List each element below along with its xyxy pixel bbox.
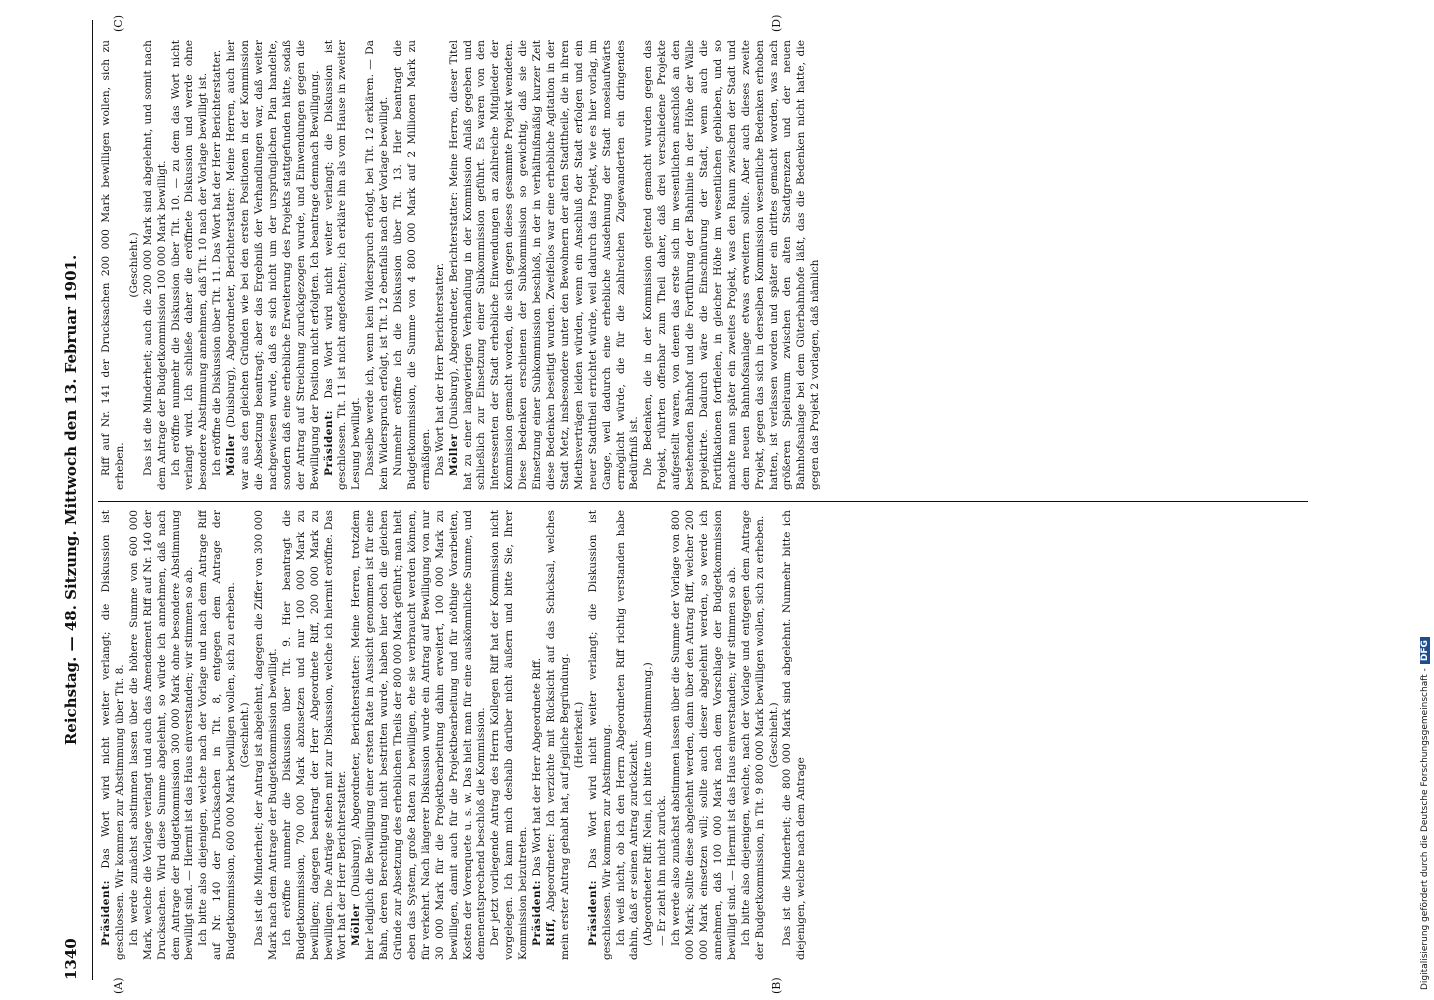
paragraph bbox=[573, 510, 587, 960]
paragraph-text: Das Wort wird nicht weiter verlangt; die Diskussion ist geschlossen. Wir kommen zur Abstimmung über Tit. 8. bbox=[100, 510, 126, 960]
right-column bbox=[100, 40, 1340, 490]
paragraph-text: Ich eröffne nunmehr die Diskussion über Tit. 9. Hier beantragt die Budgetkommission, 700 000 Mark abzusetzen und nur 100 000 Mark zu bewilligen; dagegen beantragt der Herr Abgeordnete Riff, 200 000 Mark zu bewilligen. Die Anträge stehen mit zur Diskussion, welche ich hiermit eröffne. Das Wort hat der Herr Berichterstatter. bbox=[280, 510, 349, 960]
paragraph-text: Abgeordneter: Ich verzichte mit Rücksicht auf das Schicksal, welches mein erster Antrag gehabt hat, auf jegliche Begründung. bbox=[545, 510, 571, 960]
paragraph-text: (Geschieht.) bbox=[127, 232, 140, 298]
paragraph-text: (Geschieht.) bbox=[239, 702, 252, 768]
paragraph-text: Das Wort wird nicht weiter verlangt; die Diskussion ist geschlossen. Wir kommen zur Abstimmung. bbox=[586, 510, 613, 960]
paragraph-text: Ich bitte also diejenigen, welche nach der Vorlage und nach dem Antrage Riff auf Nr. 140 der Drucksachen in Tit. 8, entgegen dem Antrage der Budgetkommission, 600 000 Mark bewilligen wollen, sich zu erheben. bbox=[197, 510, 238, 960]
paragraph-text: (Duisburg), Abgeordneter, Berichterstatter: Meine Herren, dieser Titel hat zu einer langwierigen Verhandlung in der Kommission Anlaß gegeben und schließlich zur Einsetzung einer Subkommission geführt. Es waren von den Interessenten der Stadt erhebliche Einwendungen an zahlreiche Mitglieder der Kommission gemacht worden, die sich gegen dieses gesammte Projekt wendeten. Diese Bedenken erschienen der Subkommission so gewichtig, daß sie die Einsetzung einer Subkommission beschloß, in der in verhältnißmäßig kurzer Zeit diese Bedenken beseitigt wurden. Zweifellos war eine erhebliche Agitation in der Stadt Metz, insbesondere unter den Bewohnern der alten Stadttheile, die in ihren Miethsverträgen leiden würden, wenn ein Anschluß der Stadt erfolgen und ein neuer Stadttheil errichtet würde, weil dadurch das Projekt, wie es hier vorlag, im Gange, weil dadurch eine erhebliche Ausdehnung der Stadt moselaufwärts ermöglicht würde, die für die zahlreichen Zugewanderten ein dringendes Bedürfniß ist. bbox=[447, 40, 641, 490]
paragraph bbox=[100, 40, 128, 490]
paragraph bbox=[587, 510, 615, 960]
margin-mark-a: (A) bbox=[112, 977, 125, 994]
paragraph bbox=[100, 510, 128, 960]
speaker-name: Präsident: bbox=[586, 879, 599, 946]
speaker-name: Präsident: bbox=[100, 879, 112, 946]
paragraph-text: Nunmehr eröffne ich die Diskussion über Tit. 13. Hier beantragt die Budgetkommission, die Summe von 4 800 000 Mark auf 2 Millionen Mark zu ermäßigen. bbox=[392, 40, 432, 490]
paragraph-text: (Abgeordneter Riff: Nein, ich bitte um Abstimmung.) bbox=[642, 662, 655, 946]
paragraph-text: Ich eröffne die Diskussion über Tit. 11. Das Wort hat der Herr Berichterstatter. bbox=[211, 49, 224, 476]
paragraph bbox=[545, 510, 573, 960]
column-divider bbox=[98, 501, 1308, 502]
paragraph-text: Das Wort hat der Herr Abgeordnete Riff. bbox=[531, 657, 544, 877]
paragraph bbox=[670, 510, 740, 960]
paragraph-text: Ich bitte also diejenigen, welche, nach der Vorlage und entgegen dem Antrage der Budgetkommission, in Tit. 9 800 000 Mark bewilligen wollen, sich zu erheben. bbox=[739, 510, 766, 960]
paragraph bbox=[531, 510, 545, 960]
paragraph bbox=[642, 510, 656, 960]
paragraph-text: Ich weiß nicht, ob ich den Herrn Abgeordneten Riff richtig verstanden habe dahin, daß er seinen Antrag zurückzieht. bbox=[614, 510, 641, 960]
credit-label: Digitalisierung gefördert durch die Deutsche Forschungsgemeinschaft - bbox=[1420, 668, 1430, 990]
paragraph bbox=[211, 40, 225, 490]
paragraph bbox=[197, 510, 239, 960]
header-rule bbox=[92, 20, 93, 980]
paragraph bbox=[740, 510, 768, 960]
speaker-name: Möller bbox=[225, 433, 238, 476]
paragraph bbox=[434, 40, 448, 490]
credit-text bbox=[1418, 0, 1432, 1000]
dfg-logo: DFG bbox=[1420, 637, 1430, 664]
margin-mark-b: (B) bbox=[770, 977, 783, 994]
paragraph-text: Ich werde also zunächst abstimmen lassen über die Summe der Vorlage von 800 000 Mark; sollte diese abgelehnt werden, dann über den Antrag Riff, welcher 200 000 Mark einsetzen will; sollte auch dieser abgelehnt werden, so werde ich annehmen, daß 100 000 Mark nach dem Vorschlage der Budgetkommission bewilligt sind. — Hiermit ist das Haus einverstanden; wir stimmen so ab. bbox=[670, 510, 738, 960]
paragraph bbox=[323, 40, 365, 490]
speaker-name: Präsident: bbox=[531, 879, 544, 946]
paragraph bbox=[615, 510, 643, 960]
margin-mark-d: (D) bbox=[770, 14, 783, 32]
paragraph-text: Ich werde zunächst abstimmen lassen über die höhere Summe von 600 000 Mark, welche die Vorlage verlangt und auch das Amendement Riff auf Nr. 140 der Drucksachen. Wird diese Summe abgelehnt, so würde ich annehmen, daß nach dem Antrage der Budgetkommission 300 000 Mark ohne besondere Abstimmung bewilligt sind. — Hiermit ist das Haus einverstanden; wir stimmen so ab. bbox=[127, 510, 196, 960]
paragraph bbox=[364, 40, 392, 490]
paragraph bbox=[128, 40, 142, 490]
paragraph-text: (Heiterkeit.) bbox=[572, 701, 585, 769]
paragraph bbox=[781, 510, 809, 960]
speaker-name: Möller bbox=[447, 433, 460, 476]
paragraph-text: Das ist die Minderheit; der Antrag ist abgelehnt, dagegen die Ziffer von 300 000 Mark nach dem Antrage der Budgetkommission bewilligt. bbox=[252, 510, 279, 960]
speaker-name: Präsident: bbox=[322, 409, 335, 476]
credit-strip bbox=[1418, 0, 1432, 1000]
paragraph-text: Das ist die Minderheit; auch die 200 000 Mark sind abgelehnt, und somit nach dem Antrage der Budgetkommission 100 000 Mark bewilligt. bbox=[141, 40, 168, 490]
paragraph-text: (Duisburg), Abgeordneter, Berichterstatter: Meine Herren, trotzdem hier lediglich die Bewilligung einer ersten Rate in Aussicht genommen ist für eine Bahn, deren Berechtigung nicht bestritten wurde, haben hier doch die gleichen Gründe zur Absetzung des erheblichen Theils der 800 000 Mark geführt; man hielt eben das System, große Raten zu bewilligen, ehe sie verbraucht werden können, für verkehrt. Nach längerer Diskussion wurde ein Antrag auf Bewilligung von nur 30 000 Mark für die Projektbearbeitung dahin erweitert, 100 000 Mark zu bewilligen, damit auch für die Projektbearbeitung und für nöthige Vorarbeiten, Kosten der Vorenquete u. s. w. Das hielt man für eine auskömmliche Summe, und demenentsprechend beschloß die Kommission. bbox=[350, 510, 488, 960]
paragraph-text: Die Bedenken, die in der Kommission geltend gemacht wurden gegen das Projekt, rührten offenbar zum Theil daher, daß drei verschiedene Projekte aufgestellt waren, von denen das erste sich im wesentlichen anschloß an den bestehenden Bahnhof und die Fortführung der Bahnlinie in der Höhe der Wälle projektirte. Dadurch wäre die Einschnürung der Stadt, wenn auch die Fortifikationen fortfielen, in gleicher Höhe im wesentlichen geblieben, und so machte man später ein zweites Projekt, was den Raum zwischen der Stadt und dem neuen Bahnhofsanlage etwas erweitern sollte. Aber auch dieses zweite Projekt, gegen das sich in derselben Kommission wesentliche Bedenken erhoben hatten, ist verlassen worden und später ein drittes gemacht worden, was nach größeren Spielraum zwischen den alten Stadtgrenzen und der neuen Bahnhofsanlage bei dem Güterbahnhofe läßt, das die Bedenken nicht hatte, die gegen das Projekt 2 vorlagen, daß nämlich bbox=[642, 40, 822, 490]
paragraph-text: — Er zieht ihn nicht zurück. bbox=[656, 795, 669, 946]
paragraph bbox=[128, 510, 198, 960]
page-title: Reichstag. — 48. Sitzung. Mittwoch den 13. Februar 1901. bbox=[62, 254, 80, 746]
paragraph bbox=[392, 40, 434, 490]
paragraph-text: Riff auf Nr. 141 der Drucksachen 200 000 Mark bewilligen wollen, sich zu erheben. bbox=[100, 40, 126, 490]
margin-mark-c: (C) bbox=[112, 15, 125, 32]
paragraph-text: Ich eröffne nunmehr die Diskussion über Tit. 10. — zu dem das Wort nicht verlangt wird. Ich schließe daher die eröffnete Diskussion und werde ohne besondere Abstimmung annehmen, daß Tit. 10 nach der Vorlage bewilligt ist. bbox=[169, 40, 210, 490]
paragraph bbox=[350, 510, 489, 960]
left-column bbox=[100, 510, 1340, 960]
page-number: 1340 bbox=[62, 938, 80, 980]
paragraph bbox=[448, 40, 643, 490]
paragraph-text: Das Wort hat der Herr Berichterstatter. bbox=[433, 262, 446, 476]
speaker-name: Möller bbox=[350, 903, 363, 946]
paragraph-text: (Duisburg), Abgeordneter, Berichterstatter: Meine Herren, auch hier war aus den gleichen Gründen wie bei den ersten Positionen in der Kommission die Absetzung beantragt; aber das Ergebniß der Verhandlungen war, daß weiter nachgewiesen wurde, daß es sich nicht um der ursprünglichen Plan handelte, sondern daß eine erhebliche Erweiterung des Projekts stattgefunden hätte, sodaß der Antrag auf Streichung zurückgezogen wurde, und Einwendungen gegen die Bewilligung der Position nicht erfolgten. Ich beantrage demnach Bewilligung. bbox=[225, 40, 321, 490]
paragraph bbox=[239, 510, 253, 960]
paragraph-text: Das ist die Minderheit; die 800 000 Mark sind abgelehnt. Nunmehr bitte ich diejenigen, welche nach dem Antrage bbox=[781, 510, 808, 960]
paragraph bbox=[489, 510, 531, 960]
paragraph bbox=[281, 510, 351, 960]
paragraph-text: Das Wort wird nicht weiter verlangt; die Diskussion ist geschlossen. Tit. 11 ist nicht angefochten; ich erkläre ihn als vom Hause in zweiter Lesung bewilligt. bbox=[322, 40, 363, 490]
paragraph bbox=[253, 510, 281, 960]
paragraph bbox=[225, 40, 322, 490]
speaker-name: Riff, bbox=[545, 918, 557, 946]
paragraph-text: Dasselbe werde ich, wenn kein Widerspruch erfolgt, bei Tit. 12 erklären. — Da kein Widerspruch erfolgt, ist Tit. 12 ebenfalls nach der Vorlage bewilligt. bbox=[364, 40, 391, 490]
paragraph bbox=[656, 510, 670, 960]
page-header bbox=[62, 20, 86, 980]
paragraph-text: (Geschieht.) bbox=[767, 702, 780, 768]
paragraph bbox=[768, 510, 782, 960]
paragraph bbox=[170, 40, 212, 490]
paragraph bbox=[642, 40, 823, 490]
paragraph bbox=[142, 40, 170, 490]
paragraph-text: Der jetzt vorliegende Antrag des Herrn Kollegen Riff hat der Kommission nicht vorgelegen. Ich kann mich deshalb darüber nicht äußern und bitte Sie, Ihrer Kommission beizutreten. bbox=[489, 510, 530, 960]
